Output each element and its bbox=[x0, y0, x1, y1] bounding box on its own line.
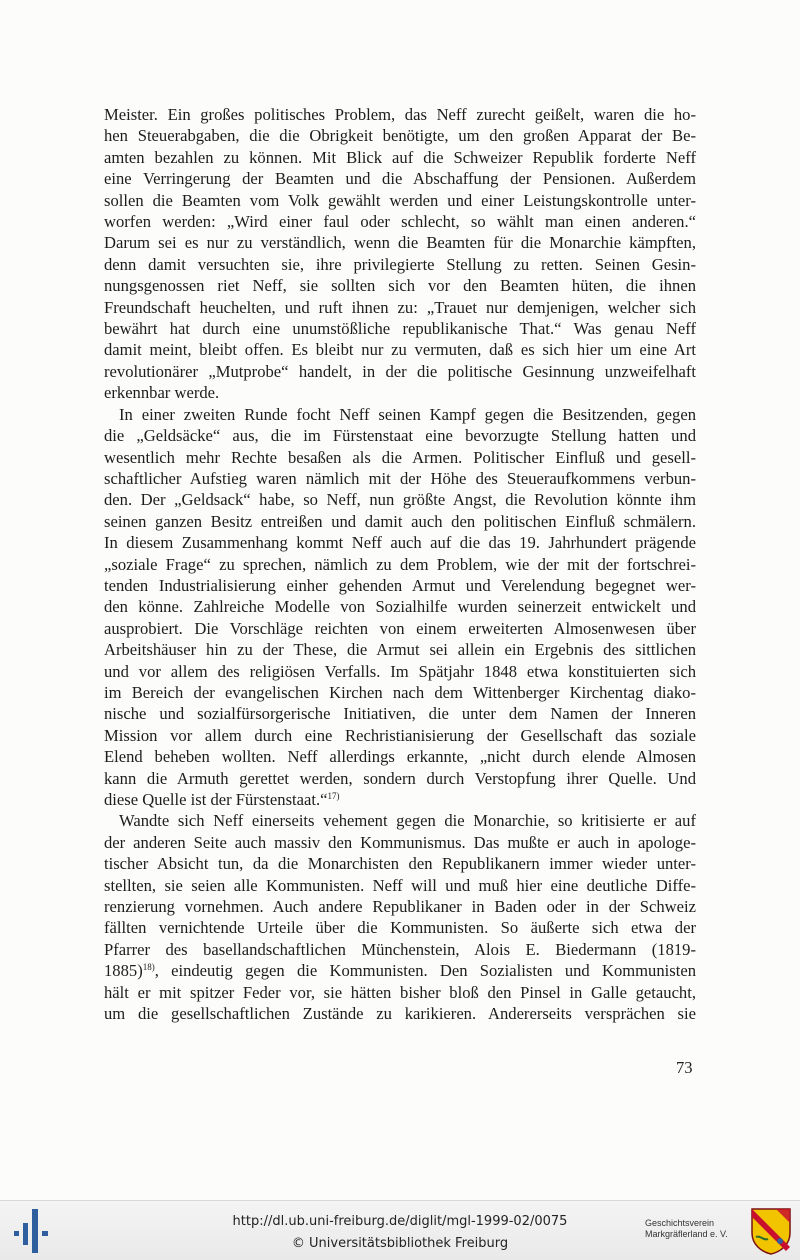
text-line: den. Der „Geldsack“ habe, so Neff, nun größte Angst, die Revolution könnte ihm bbox=[104, 490, 696, 510]
text-line: Freundschaft heuchelten, und ruft ihnen zu: „Trauet nur demjenigen, welcher sich bbox=[104, 297, 696, 317]
text-line: Wandte sich Neff einerseits vehement gegen die Monarchie, so kritisierte er auf bbox=[119, 811, 696, 831]
text-line: renzierung vornehmen. Auch andere Republikaner in Baden oder in der Schweiz bbox=[104, 897, 696, 917]
text-line: tischer Absicht tun, da die Monarchisten den Republikanern immer wieder unter- bbox=[104, 854, 696, 874]
text-line: hält er mit spitzer Feder vor, sie hätten bisher bloß den Pinsel in Galle getaucht, bbox=[104, 982, 696, 1002]
text-line: revolutionärer „Mutprobe“ handelt, in der die politische Gesinnung unzweifelhaft bbox=[104, 361, 696, 381]
society-name bbox=[645, 1218, 745, 1240]
text-line: Elend beheben wollten. Neff allerdings erkannte, „nicht durch elende Almosen bbox=[104, 747, 696, 767]
text-line: stellten, sie seien alle Kommunisten. Neff will und muß hier eine deutliche Diffe- bbox=[104, 875, 696, 895]
text-line: amten bezahlen zu können. Mit Blick auf die Schweizer Republik forderte Neff bbox=[104, 147, 696, 167]
society-name-line: Markgräflerland e. V. bbox=[645, 1229, 728, 1239]
paragraph-2 bbox=[104, 404, 696, 811]
text-line: kann die Armuth gerettet werden, sondern durch Verstopfung ihrer Quelle. Und bbox=[104, 768, 696, 788]
text-line: ausprobiert. Die Vorschläge reichten von einem erweiterten Almosenwesen über bbox=[104, 618, 696, 638]
text-line: sollen die Beamten vom Volk gewählt werden und einer Leistungskontrolle unter- bbox=[104, 190, 696, 210]
copyright-text: © Universitätsbibliothek Freiburg bbox=[291, 1236, 509, 1251]
text-line: schaftlicher Aufstieg waren nämlich mit der Höhe des Steueraufkommens verbun- bbox=[104, 468, 696, 488]
text-line: den könne. Zahlreiche Modelle von Sozialhilfe wurden seinerzeit entwickelt und bbox=[104, 597, 696, 617]
paragraph-3 bbox=[104, 810, 696, 1024]
paragraph-1 bbox=[104, 104, 696, 404]
text-line-content: , eindeutig gegen die Kommunisten. Den Sozialisten und Kommunisten bbox=[154, 961, 696, 981]
text-line: im Bereich der evangelischen Kirchen nach dem Wittenberger Kirchentag diako- bbox=[104, 682, 696, 702]
text-line-content: 1885) bbox=[104, 961, 143, 981]
text-line: die „Geldsäcke“ aus, die im Fürstenstaat eine bevorzugte Stellung hatten und bbox=[104, 426, 696, 446]
text-line: hen Steuerabgaben, die die Obrigkeit benötigte, um den großen Apparat der Be- bbox=[104, 126, 696, 146]
text-line: erkennbar werde. bbox=[104, 383, 220, 403]
text-line: Mission vor allem durch eine Rechristianisierung der Gesellschaft das soziale bbox=[104, 725, 696, 745]
text-line: tenden Industrialisierung einher gehenden Armut und Verelendung begegnet wer- bbox=[104, 575, 696, 595]
text-line: bewährt hat durch eine unumstößliche republikanische That.“ Was genau Neff bbox=[104, 319, 696, 339]
page-number: 73 bbox=[676, 1058, 693, 1077]
text-line: In einer zweiten Runde focht Neff seinen Kampf gegen die Besitzenden, gegen bbox=[119, 404, 696, 424]
text-line: und vor allem des religiösen Verfalls. Im Spätjahr 1848 etwa konstituierten sich bbox=[104, 661, 696, 681]
text-line: nungsgenossen riet Neff, sie sollten sich vor den Beamten hüten, die ihnen bbox=[104, 276, 696, 296]
footnote-ref: 17) bbox=[327, 791, 340, 801]
text-line: worfen werden: „Wird einer faul oder schlecht, so wählt man einen anderen.“ bbox=[104, 212, 696, 232]
document-url[interactable]: http://dl.ub.uni-freiburg.de/diglit/mgl-1999-02/0075 bbox=[232, 1214, 568, 1229]
text-line: nische und sozialfürsorgerische Initiativen, die unter dem Namen der Inneren bbox=[104, 704, 696, 724]
text-line: seinen ganzen Besitz entreißen und damit auch den politischen Einfluß schmälern. bbox=[104, 511, 696, 531]
text-line: Meister. Ein großes politisches Problem, das Neff zurecht geißelt, waren die ho- bbox=[104, 105, 696, 124]
markgraeflerland-crest-icon[interactable] bbox=[750, 1207, 792, 1255]
text-line-content: diese Quelle ist der Fürstenstaat.“ bbox=[104, 790, 328, 809]
text-line: damit meint, bleibt offen. Es bleibt nur zu vermuten, daß es sich hier um eine Art bbox=[104, 340, 696, 360]
footnote-ref: 18) bbox=[142, 962, 155, 973]
text-line: um die gesellschaftlichen Zustände zu karikieren. Andererseits versprächen sie bbox=[104, 1004, 696, 1024]
text-line: Pfarrer des basellandschaftlichen Münchenstein, Alois E. Biedermann (1819- bbox=[104, 939, 696, 959]
text-line: fällten vernichtende Urteile über die Kommunisten. So äußerte sich etwa der bbox=[104, 918, 696, 938]
text-line: der anderen Seite auch massiv den Kommunismus. Das mußte er auch in apologe- bbox=[104, 832, 696, 852]
text-line: Arbeitshäuser hin zu der These, die Armut sei allein ein Ergebnis des sittlichen bbox=[104, 640, 696, 660]
text-line: „soziale Frage“ zu sprechen, nämlich zu dem Problem, wie der mit der fortschrei- bbox=[104, 554, 696, 574]
text-line: denn damit versuchten sie, ihre privilegierte Stellung zu retten. Seinen Gesin- bbox=[104, 254, 696, 274]
viewer-footer bbox=[0, 1200, 800, 1260]
text-line: wesentlich mehr Rechte besaßen als die Armen. Politischer Einfluß und gesell- bbox=[104, 447, 696, 467]
society-name-line: Geschichtsverein bbox=[645, 1218, 715, 1228]
body-text bbox=[104, 104, 696, 1024]
text-line: eine Verringerung der Beamten und die Abschaffung der Pensionen. Außerdem bbox=[104, 169, 696, 189]
text-line bbox=[104, 789, 696, 810]
text-line: In diesem Zusammenhang kommt Neff auch auf die das 19. Jahrhundert prägende bbox=[104, 533, 696, 553]
text-line bbox=[104, 960, 696, 981]
text-line: Darum sei es nur zu verständlich, wenn die Beamten für die Monarchie kämpften, bbox=[104, 233, 696, 253]
